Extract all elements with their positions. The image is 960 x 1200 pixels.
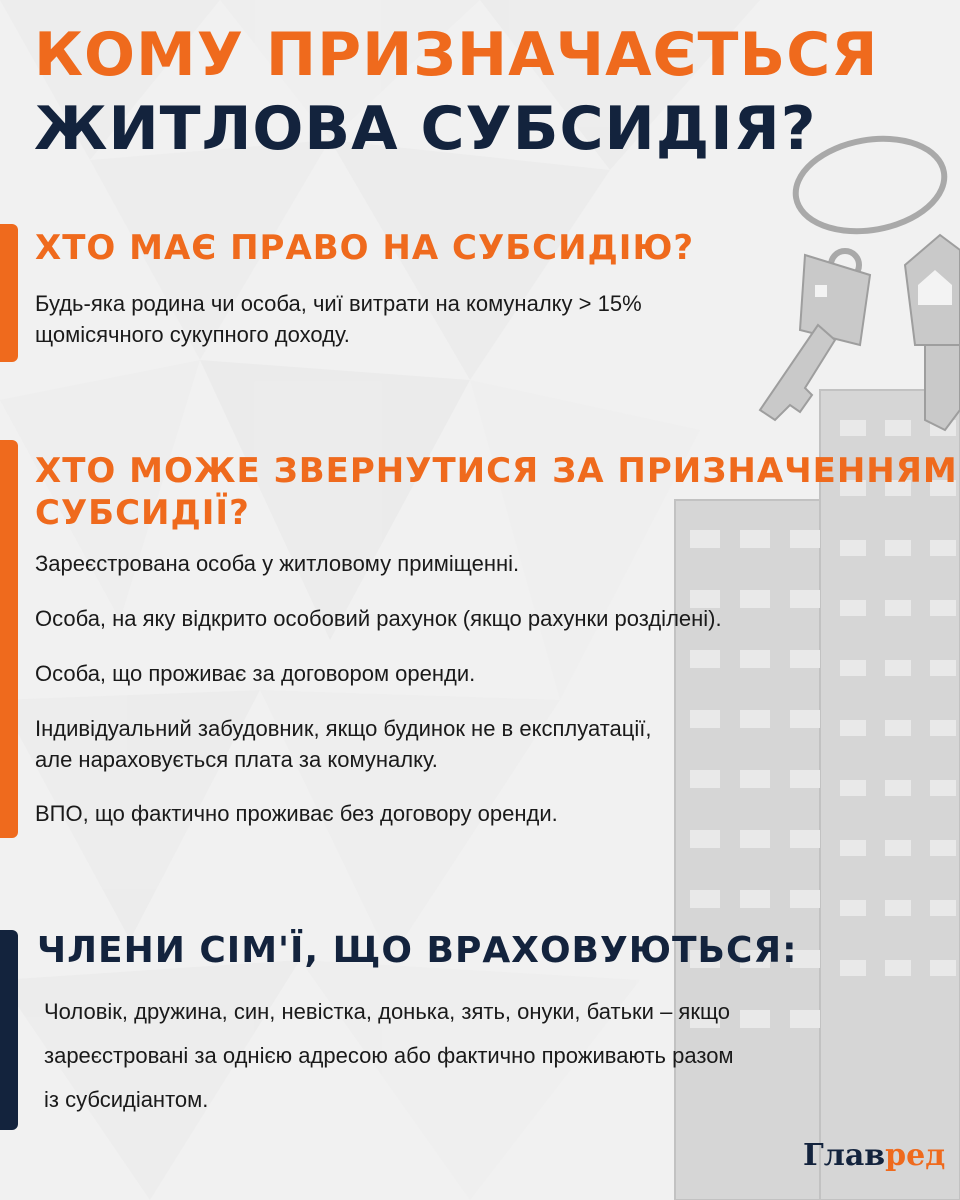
applicant-item	[35, 548, 519, 579]
text-line: Індивідуальний забудовник, якщо будинок не в експлуатації,	[35, 716, 652, 741]
section-heading-family-members: ЧЛЕНИ СІМ'Ї, ЩО ВРАХОВУЮТЬСЯ:	[37, 930, 798, 971]
text-line: ВПО, що фактично проживає без договору оренди.	[35, 801, 558, 826]
applicant-item	[35, 713, 652, 775]
text-line: Особа, на яку відкрито особовий рахунок (якщо рахунки розділені).	[35, 606, 722, 631]
logo-part: Глав	[803, 1138, 886, 1173]
page-title-line-1: КОМУ ПРИЗНАЧАЄТЬСЯ	[34, 20, 879, 90]
text-line: але нараховується плата за комуналку.	[35, 747, 438, 772]
applicant-item	[35, 658, 475, 689]
section-heading-applicants	[35, 450, 958, 534]
text-line: Чоловік, дружина, син, невістка, донька, зять, онуки, батьки – якщо	[44, 999, 731, 1024]
text-line: Особа, що проживає за договором оренди.	[35, 661, 476, 686]
text-line: зареєстровані за однією адресою або фактично проживають разом	[44, 1043, 734, 1068]
page-title-line-2: ЖИТЛОВА СУБСИДІЯ?	[34, 94, 817, 164]
text-line: із субсидіантом.	[44, 1087, 209, 1112]
text-line: щомісячного сукупного доходу.	[35, 322, 350, 347]
applicant-item	[35, 603, 722, 634]
applicant-item	[35, 798, 558, 829]
text-line: Зареєстрована особа у житловому приміщенні.	[35, 551, 520, 576]
section-heading-eligibility: ХТО МАЄ ПРАВО НА СУБСИДІЮ?	[35, 228, 695, 268]
text-line: Будь-яка родина чи особа, чиї витрати на комуналку > 15%	[35, 291, 642, 316]
page-title	[34, 18, 878, 166]
section-accent-bar	[0, 224, 18, 362]
section-text-eligibility	[35, 288, 642, 350]
section-accent-bar	[0, 930, 18, 1130]
heading-line: ХТО МОЖЕ ЗВЕРНУТИСЯ ЗА ПРИЗНАЧЕННЯМ	[35, 451, 958, 491]
section-text-family-members	[44, 990, 734, 1122]
section-accent-bar	[0, 440, 18, 838]
heading-line: СУБСИДІЇ?	[35, 493, 250, 533]
glavred-logo	[803, 1138, 945, 1173]
logo-part: ред	[885, 1138, 946, 1173]
